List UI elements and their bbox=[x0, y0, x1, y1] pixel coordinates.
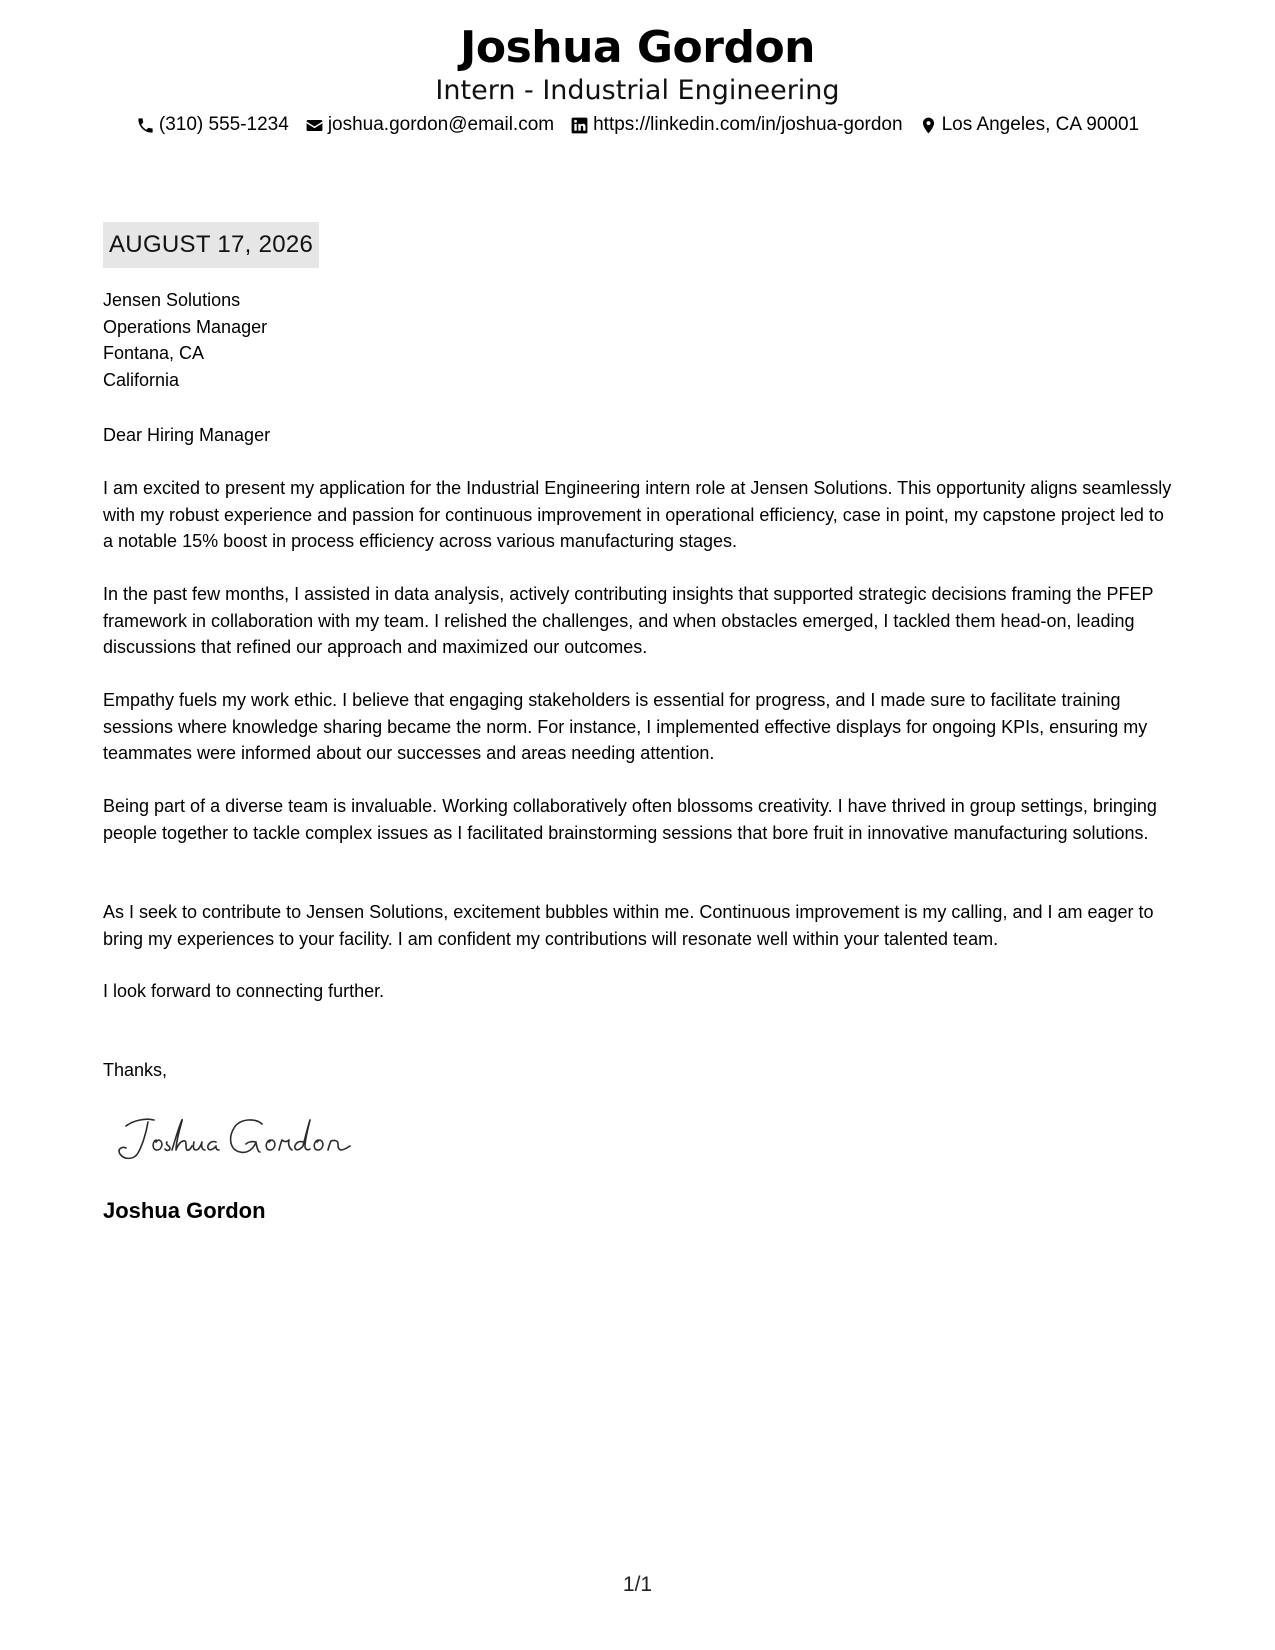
letter-date: AUGUST 17, 2026 bbox=[103, 222, 319, 268]
contact-email[interactable] bbox=[305, 112, 554, 138]
salutation: Dear Hiring Manager bbox=[103, 425, 271, 445]
recipient-city: Fontana, CA bbox=[103, 343, 205, 363]
applicant-title: Intern - Industrial Engineering bbox=[435, 75, 840, 106]
contact-location bbox=[919, 112, 1140, 138]
contact-info-row bbox=[0, 112, 1275, 138]
linkedin-icon bbox=[570, 116, 589, 135]
page-indicator: 1/1 bbox=[622, 1573, 653, 1596]
location-text: Los Angeles, CA 90001 bbox=[941, 114, 1140, 135]
email-text: joshua.gordon@email.com bbox=[327, 114, 555, 135]
recipient-role: Operations Manager bbox=[103, 316, 268, 337]
linkedin-text: https://linkedin.com/in/joshua-gordon bbox=[593, 114, 903, 135]
applicant-name: Joshua Gordon bbox=[459, 22, 816, 73]
map-pin-icon bbox=[919, 116, 938, 135]
closing: Thanks, bbox=[103, 1060, 168, 1080]
recipient-state: California bbox=[103, 369, 180, 390]
body-paragraph-1: I am excited to present my application for the Industrial Engineering intern role at Jensen Solutions. This opportunity aligns seamlessly with my robust experience and passion for continuous improvement in operational efficiency, case in point, my capstone project led to a notable 15% boost in process efficiency across various manufacturing stages. bbox=[103, 478, 1172, 551]
body-paragraph-6: I look forward to connecting further. bbox=[103, 981, 385, 1001]
contact-phone[interactable] bbox=[136, 112, 289, 138]
body-paragraph-3: Empathy fuels my work ethic. I believe that engaging stakeholders is essential for progress, and I made sure to facilitate training sessions where knowledge sharing became the norm. For instance, I implemented effective displays for ongoing KPIs, ensuring my teammates were informed about our successes and areas needing attention. bbox=[103, 690, 1148, 763]
contact-linkedin[interactable] bbox=[570, 112, 902, 138]
recipient-address bbox=[103, 287, 1178, 393]
body-paragraph-5: As I seek to contribute to Jensen Solutions, excitement bubbles within me. Continuous improvement is my calling, and I am eager to bring my experiences to your facility. I am confident my contributions will resonate well within your talented team. bbox=[103, 902, 1154, 949]
phone-text: (310) 555-1234 bbox=[158, 114, 289, 135]
recipient-company: Jensen Solutions bbox=[103, 290, 241, 310]
phone-icon bbox=[136, 116, 155, 135]
signer-name: Joshua Gordon bbox=[103, 1198, 266, 1223]
body-paragraph-4: Being part of a diverse team is invaluable. Working collaboratively often blossoms creativity. I have thrived in group settings, bringing people together to tackle complex issues as I facilitated brainstorming sessions that bore fruit in innovative manufacturing solutions. bbox=[103, 796, 1157, 843]
handwritten-signature bbox=[112, 1100, 372, 1170]
envelope-icon bbox=[305, 116, 324, 135]
body-paragraph-2: In the past few months, I assisted in data analysis, actively contributing insights that supported strategic decisions framing the PFEP framework in collaboration with my team. I relished the challenges, and when obstacles emerged, I tackled them head-on, leading discussions that refined our approach and maximized our outcomes. bbox=[103, 584, 1154, 657]
